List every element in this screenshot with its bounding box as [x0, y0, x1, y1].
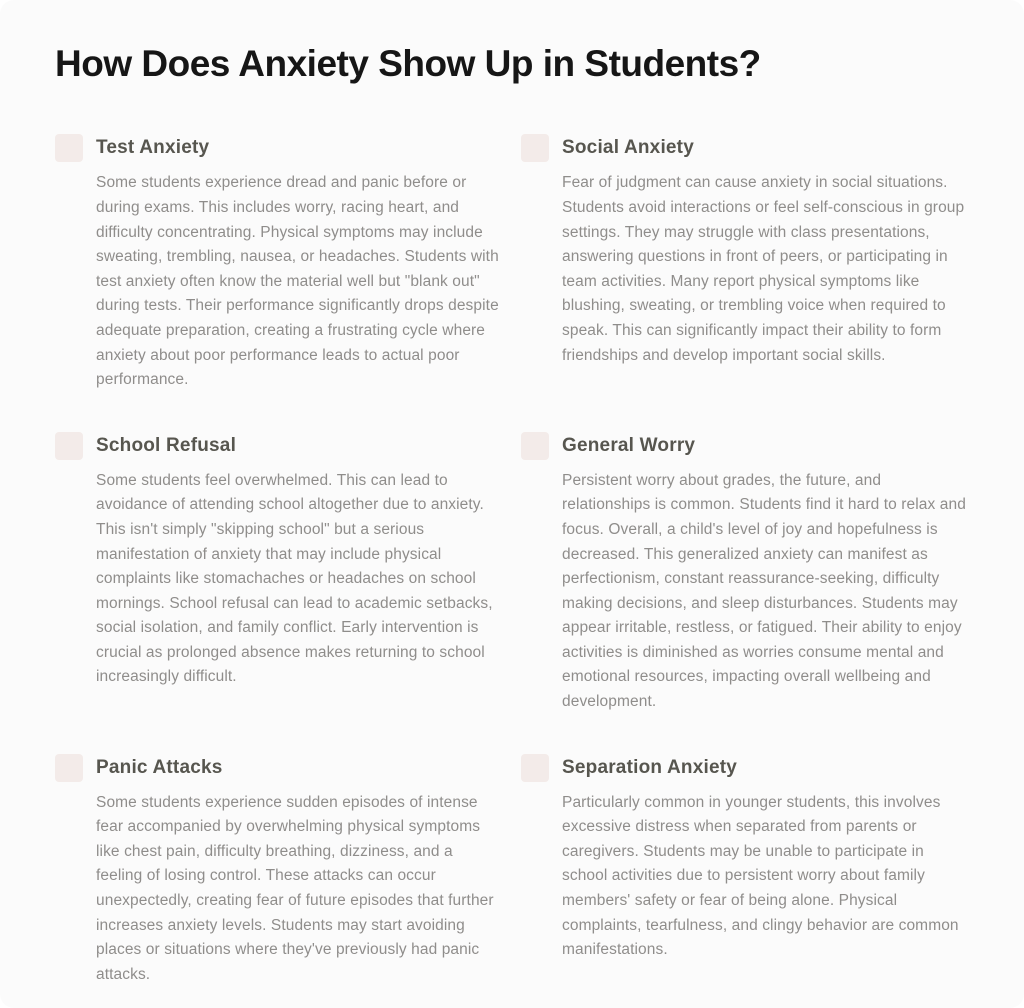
- section-card-school-refusal: [55, 431, 503, 715]
- section-body: Particularly common in younger students, this involves excessive distress when separated from parents or caregivers. Students may be unable to participate in school activities due to persistent worry about family members' safety or fear of being alone. Physical complaints, tearfulness, and clingy behavior are common manifestations.: [562, 793, 959, 959]
- section-content: [562, 753, 969, 963]
- bullet-square-icon: [55, 754, 83, 782]
- section-body: Fear of judgment can cause anxiety in social situations. Students avoid interactions or feel self-conscious in group settings. They may struggle with class presentations, answering questions in front of peers, or participating in team activities. Many report physical symptoms like blushing, sweating, or trembling voice when required to speak. This can significantly impact their ability to form friendships and develop important social skills.: [562, 174, 965, 364]
- page-title: How Does Anxiety Show Up in Students?: [55, 43, 761, 84]
- section-body: Persistent worry about grades, the future, and relationships is common. Students find it hard to relax and focus. Overall, a child's level of joy and hopefulness is decreased. This generalized anxiety can manifest as perfectionism, constant reassurance-seeking, difficulty making decisions, and sleep disturbances. Students may appear irritable, restless, or fatigued. Their ability to enjoy activities is diminished as worries consume mental and emotional resources, impacting overall wellbeing and development.: [562, 471, 966, 711]
- section-body: Some students experience sudden episodes of intense fear accompanied by overwhelming physical symptoms like chest pain, difficulty breathing, dizziness, and a feeling of losing control. These attacks can occur unexpectedly, creating fear of future episodes that further increases anxiety levels. Students may start avoiding places or situations where they've previously had panic attacks.: [96, 793, 494, 983]
- section-content: [96, 753, 503, 988]
- section-content: [96, 133, 503, 392]
- section-title: Social Anxiety: [562, 137, 694, 159]
- bullet-square-icon: [521, 432, 549, 460]
- section-body: Some students feel overwhelmed. This can lead to avoidance of attending school altogether due to anxiety. This isn't simply "skipping school" but a serious manifestation of anxiety that may include physical complaints like stomachaches or headaches on school mornings. School refusal can lead to academic setbacks, social isolation, and family conflict. Early intervention is crucial as prolonged absence makes returning to school increasingly difficult.: [96, 471, 493, 686]
- section-content: [96, 431, 503, 690]
- section-title: General Worry: [562, 434, 696, 456]
- section-title: Test Anxiety: [96, 137, 210, 159]
- bullet-square-icon: [55, 134, 83, 162]
- section-title: Panic Attacks: [96, 756, 223, 778]
- section-title: Separation Anxiety: [562, 756, 737, 778]
- section-card-test-anxiety: [55, 133, 503, 392]
- section-card-social-anxiety: [521, 133, 969, 392]
- section-card-general-worry: [521, 431, 969, 715]
- sections-grid: [55, 133, 969, 987]
- section-content: [562, 133, 969, 368]
- section-body: Some students experience dread and panic before or during exams. This includes worry, racing heart, and difficulty concentrating. Physical symptoms may include sweating, trembling, nausea, or headaches. Students with test anxiety often know the material well but "blank out" during tests. Their performance significantly drops despite adequate preparation, creating a frustrating cycle where anxiety about poor performance leads to actual poor performance.: [96, 174, 499, 389]
- section-card-separation-anxiety: [521, 753, 969, 988]
- bullet-square-icon: [521, 134, 549, 162]
- section-card-panic-attacks: [55, 753, 503, 988]
- section-title: School Refusal: [96, 434, 237, 456]
- section-content: [562, 431, 969, 715]
- bullet-square-icon: [55, 432, 83, 460]
- bullet-square-icon: [521, 754, 549, 782]
